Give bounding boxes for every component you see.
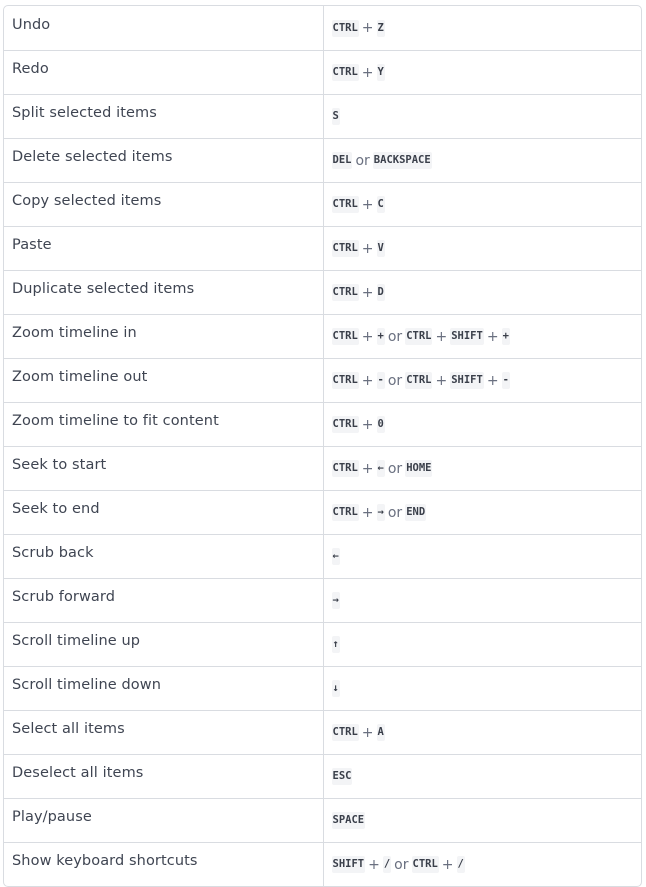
shortcut-action: Split selected items xyxy=(4,94,323,138)
key-cap: Z xyxy=(377,20,385,37)
shortcut-keys xyxy=(323,798,641,842)
key-cap: CTRL xyxy=(332,724,359,741)
key-cap: CTRL xyxy=(412,856,439,873)
table-row xyxy=(4,6,641,50)
shortcut-keys xyxy=(323,138,641,182)
shortcut-keys xyxy=(323,754,641,798)
table-row xyxy=(4,358,641,402)
shortcut-action: Duplicate selected items xyxy=(4,270,323,314)
key-separator: or xyxy=(394,856,409,873)
shortcut-action: Deselect all items xyxy=(4,754,323,798)
shortcut-keys xyxy=(323,446,641,490)
key-cap: SHIFT xyxy=(450,328,484,345)
table-row xyxy=(4,622,641,666)
shortcut-action: Seek to start xyxy=(4,446,323,490)
shortcut-action: Delete selected items xyxy=(4,138,323,182)
shortcut-action: Seek to end xyxy=(4,490,323,534)
key-cap: D xyxy=(377,284,385,301)
key-cap: ← xyxy=(377,460,385,477)
key-cap: CTRL xyxy=(405,372,432,389)
shortcut-action: Scroll timeline up xyxy=(4,622,323,666)
shortcut-keys xyxy=(323,226,641,270)
shortcut-keys xyxy=(323,182,641,226)
key-cap: SHIFT xyxy=(450,372,484,389)
table-row xyxy=(4,490,641,534)
key-separator: + xyxy=(361,284,374,301)
key-cap: CTRL xyxy=(332,372,359,389)
shortcut-action: Scroll timeline down xyxy=(4,666,323,710)
key-cap: / xyxy=(457,856,465,873)
table-row xyxy=(4,754,641,798)
key-separator: + xyxy=(368,856,380,873)
table-row xyxy=(4,842,641,886)
key-cap: ESC xyxy=(332,768,353,785)
key-cap: CTRL xyxy=(332,504,359,521)
shortcut-action: Scrub back xyxy=(4,534,323,578)
key-separator: + xyxy=(361,64,374,81)
shortcut-action: Undo xyxy=(4,6,323,50)
shortcut-action: Copy selected items xyxy=(4,182,323,226)
table-row xyxy=(4,138,641,182)
shortcut-action: Paste xyxy=(4,226,323,270)
shortcut-keys xyxy=(323,710,641,754)
table-row xyxy=(4,226,641,270)
shortcut-keys xyxy=(323,490,641,534)
key-cap: ↓ xyxy=(332,680,340,697)
key-cap: 0 xyxy=(377,416,385,433)
key-separator: + xyxy=(486,328,499,345)
key-cap: HOME xyxy=(405,460,432,477)
key-separator: or xyxy=(387,372,403,389)
key-cap: + xyxy=(377,328,385,345)
key-cap: → xyxy=(377,504,385,521)
key-separator: + xyxy=(361,460,374,477)
key-cap: CTRL xyxy=(332,416,359,433)
key-cap: - xyxy=(377,372,385,389)
key-cap: A xyxy=(377,724,385,741)
table-row xyxy=(4,666,641,710)
table-row xyxy=(4,50,641,94)
key-cap: ↑ xyxy=(332,636,340,653)
table-row xyxy=(4,798,641,842)
key-cap: SPACE xyxy=(332,812,366,829)
shortcut-action: Show keyboard shortcuts xyxy=(4,842,323,886)
key-cap: - xyxy=(502,372,510,389)
table-row xyxy=(4,446,641,490)
shortcuts-table xyxy=(3,5,642,887)
key-cap: CTRL xyxy=(332,240,359,257)
table-row xyxy=(4,94,641,138)
shortcut-action: Zoom timeline out xyxy=(4,358,323,402)
shortcut-action: Play/pause xyxy=(4,798,323,842)
key-cap: C xyxy=(377,196,385,213)
key-cap: S xyxy=(332,108,340,125)
key-separator: + xyxy=(361,196,374,213)
shortcut-keys xyxy=(323,358,641,402)
key-cap: SHIFT xyxy=(332,856,366,873)
key-cap: V xyxy=(377,240,385,257)
key-separator: + xyxy=(361,724,374,741)
key-separator: + xyxy=(441,856,454,873)
shortcut-keys xyxy=(323,666,641,710)
key-cap: CTRL xyxy=(332,20,359,37)
shortcut-keys xyxy=(323,6,641,50)
key-cap: CTRL xyxy=(332,196,359,213)
key-separator: + xyxy=(361,20,374,37)
key-cap: CTRL xyxy=(332,460,359,477)
key-cap: DEL xyxy=(332,152,353,169)
key-cap: CTRL xyxy=(332,328,359,345)
shortcut-action: Redo xyxy=(4,50,323,94)
key-cap: / xyxy=(383,856,391,873)
shortcuts-grid xyxy=(4,6,641,886)
key-cap: END xyxy=(405,504,426,521)
shortcut-keys xyxy=(323,578,641,622)
key-cap: + xyxy=(502,328,510,345)
shortcut-action: Select all items xyxy=(4,710,323,754)
key-separator: or xyxy=(387,328,403,345)
key-separator: + xyxy=(361,328,374,345)
table-row xyxy=(4,710,641,754)
shortcut-action: Zoom timeline to fit content xyxy=(4,402,323,446)
shortcut-action: Zoom timeline in xyxy=(4,314,323,358)
shortcut-keys xyxy=(323,534,641,578)
table-row xyxy=(4,534,641,578)
shortcut-keys xyxy=(323,270,641,314)
key-cap: BACKSPACE xyxy=(373,152,432,169)
shortcut-action: Scrub forward xyxy=(4,578,323,622)
key-separator: or xyxy=(355,152,370,169)
table-row xyxy=(4,402,641,446)
key-separator: + xyxy=(361,416,374,433)
key-separator: + xyxy=(435,372,448,389)
key-cap: Y xyxy=(377,64,385,81)
shortcut-keys xyxy=(323,622,641,666)
key-cap: CTRL xyxy=(332,64,359,81)
shortcut-keys xyxy=(323,314,641,358)
table-row xyxy=(4,182,641,226)
key-separator: + xyxy=(361,240,374,257)
key-separator: or xyxy=(387,504,403,521)
table-row xyxy=(4,270,641,314)
shortcut-keys xyxy=(323,402,641,446)
key-separator: + xyxy=(435,328,448,345)
shortcut-keys xyxy=(323,94,641,138)
key-separator: + xyxy=(361,504,374,521)
key-cap: → xyxy=(332,592,340,609)
key-separator: + xyxy=(361,372,374,389)
key-separator: + xyxy=(486,372,499,389)
key-separator: or xyxy=(387,460,403,477)
table-row xyxy=(4,578,641,622)
key-cap: ← xyxy=(332,548,340,565)
shortcuts-body xyxy=(4,6,641,886)
shortcut-keys xyxy=(323,842,641,886)
table-row xyxy=(4,314,641,358)
shortcut-keys xyxy=(323,50,641,94)
key-cap: CTRL xyxy=(332,284,359,301)
key-cap: CTRL xyxy=(405,328,432,345)
